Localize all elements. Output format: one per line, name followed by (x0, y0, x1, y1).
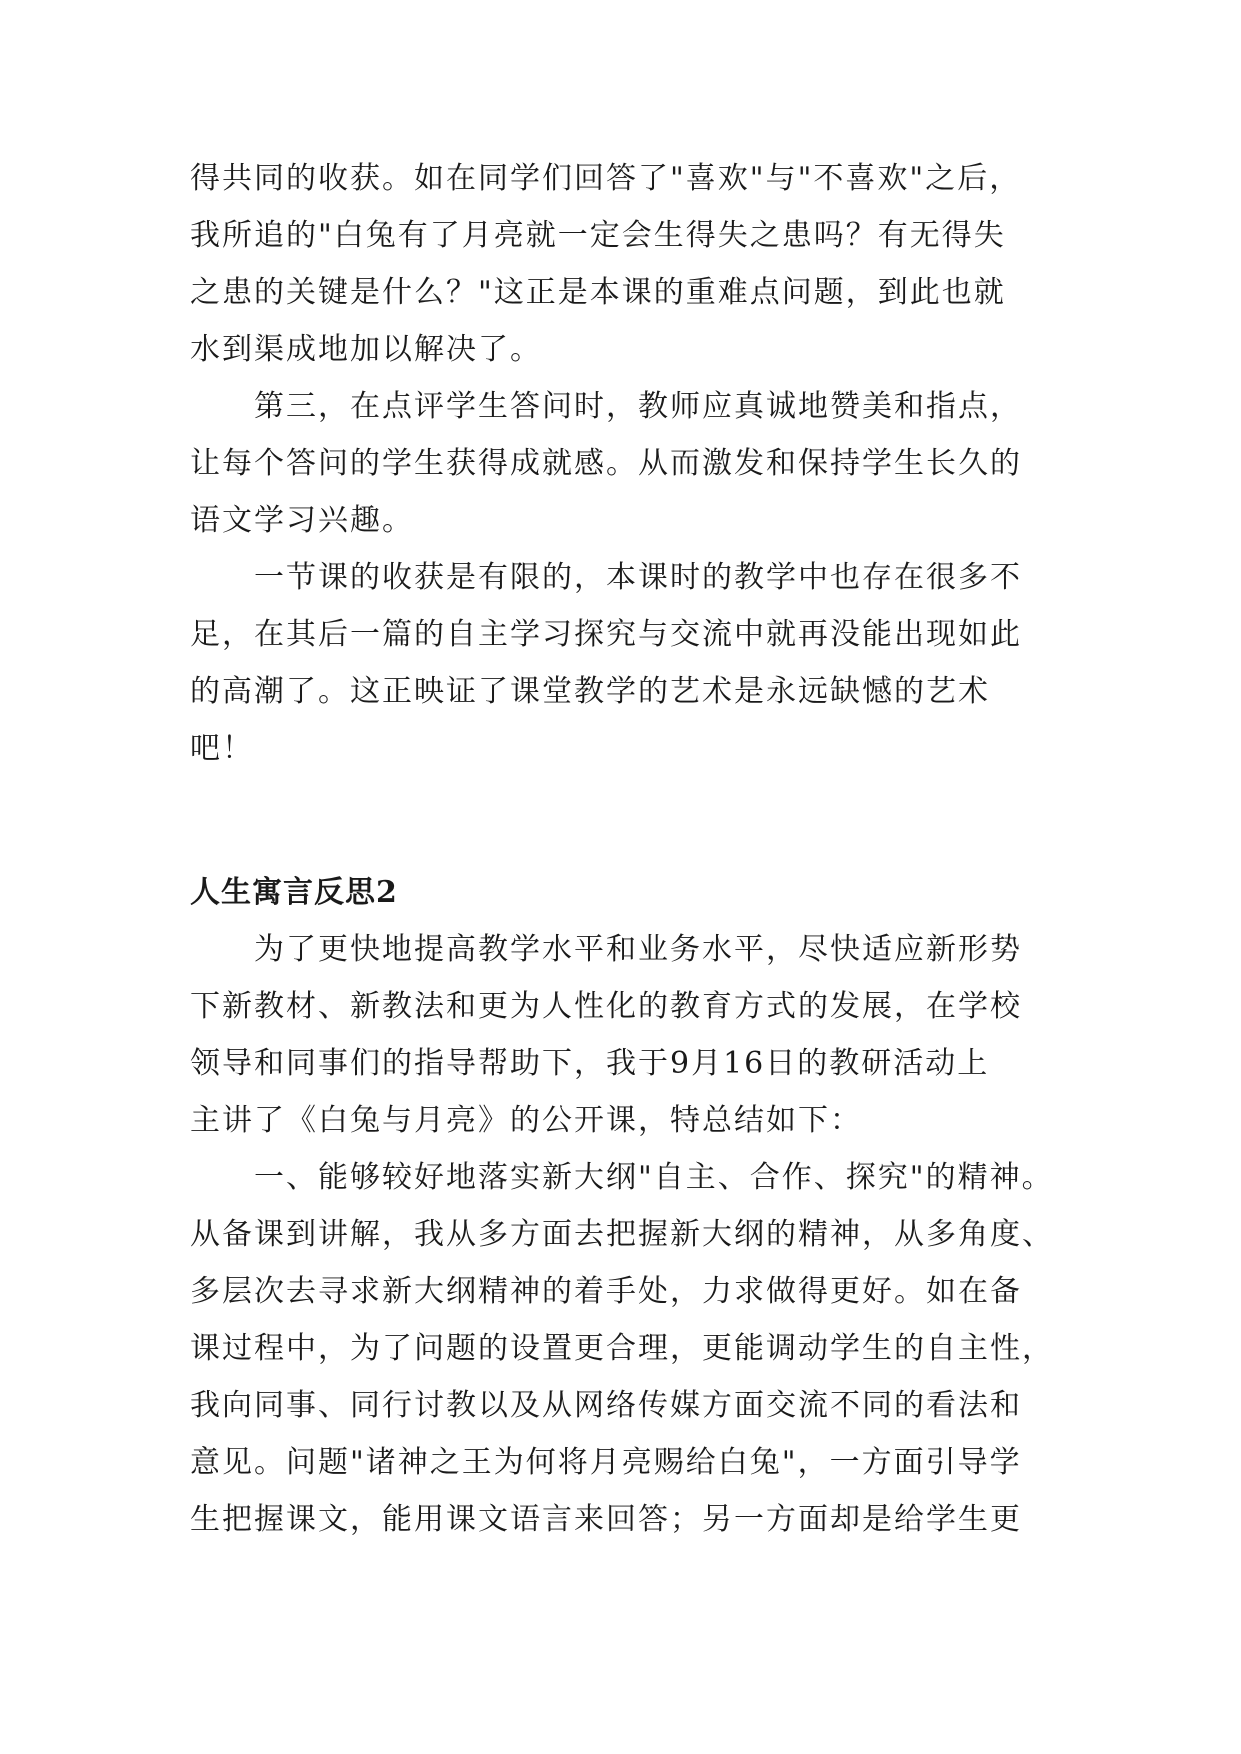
text-line: 生把握课文，能用课文语言来回答；另一方面却是给学生更 (190, 1502, 1022, 1537)
text-line: 下新教材、新教法和更为人性化的教育方式的发展，在学校 (190, 989, 1022, 1024)
text-line: 从备课到讲解，我从多方面去把握新大纲的精神，从多角度、 (190, 1217, 1054, 1252)
text-line: 让每个答问的学生获得成就感。从而激发和保持学生长久的 (190, 446, 1022, 481)
text-line: 的高潮了。这正映证了课堂教学的艺术是永远缺憾的艺术 (190, 674, 990, 709)
paragraph (190, 150, 1050, 378)
paragraph (190, 378, 1050, 549)
paragraph (190, 1149, 1054, 1548)
text-line: 为了更快地提高教学水平和业务水平，尽快适应新形势 (254, 932, 1022, 967)
text-line: 第三，在点评学生答问时，教师应真诚地赞美和指点， (254, 389, 1022, 424)
text-line: 足，在其后一篇的自主学习探究与交流中就再没能出现如此 (190, 617, 1022, 652)
paragraph (190, 549, 1050, 777)
text-line: 多层次去寻求新大纲精神的着手处，力求做得更好。如在备 (190, 1274, 1022, 1309)
text-line: 得共同的收获。如在同学们回答了"喜欢"与"不喜欢"之后， (190, 161, 1022, 196)
document-body (190, 150, 1054, 1548)
text-line: 我向同事、同行讨教以及从网络传媒方面交流不同的看法和 (190, 1388, 1022, 1423)
text-line: 主讲了《白兔与月亮》的公开课，特总结如下： (190, 1103, 862, 1138)
text-line: 水到渠成地加以解决了。 (190, 332, 542, 367)
text-line: 吧！ (190, 731, 254, 766)
paragraph (190, 921, 1050, 1149)
text-line: 课过程中，为了问题的设置更合理，更能调动学生的自主性， (190, 1331, 1054, 1366)
text-line: 一节课的收获是有限的，本课时的教学中也存在很多不 (254, 560, 1022, 595)
text-line: 我所追的"白兔有了月亮就一定会生得失之患吗？有无得失 (190, 218, 1006, 253)
text-line: 之患的关键是什么？"这正是本课的重难点问题，到此也就 (190, 275, 1006, 310)
text-line: 语文学习兴趣。 (190, 503, 414, 538)
text-line: 领导和同事们的指导帮助下，我于9月16日的教研活动上 (190, 1046, 990, 1081)
text-line: 一、能够较好地落实新大纲"自主、合作、探究"的精神。 (254, 1160, 1054, 1195)
section-spacer (190, 777, 1050, 864)
section-heading: 人生寓言反思2 (190, 875, 398, 910)
text-line: 意见。问题"诸神之王为何将月亮赐给白兔"，一方面引导学 (190, 1445, 1022, 1480)
